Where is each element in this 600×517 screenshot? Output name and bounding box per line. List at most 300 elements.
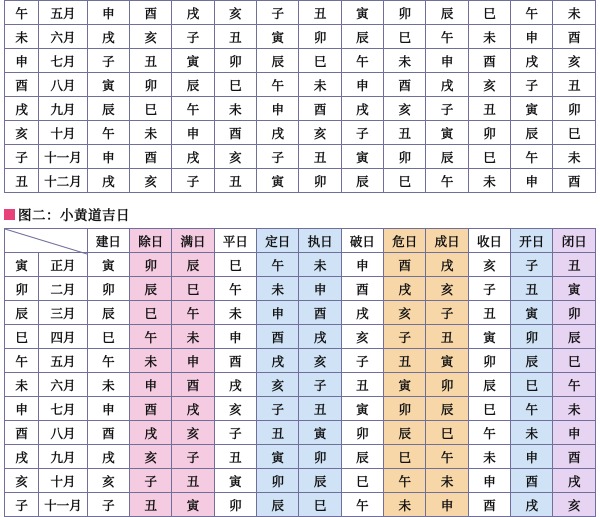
- row-branch-cell: 申: [5, 49, 39, 73]
- row-branch-cell: 午: [5, 349, 39, 373]
- table-cell: 酉: [553, 445, 596, 469]
- row-branch-cell: 亥: [5, 469, 39, 493]
- table-cell: 辰: [426, 145, 468, 169]
- table-cell: 丑: [553, 73, 596, 97]
- table-cell: 午: [511, 1, 553, 25]
- table-cell: 申: [511, 445, 553, 469]
- table-cell: 戌: [384, 277, 426, 301]
- table-cell: 丑: [468, 301, 510, 325]
- table-cell: 酉: [468, 493, 510, 517]
- table-cell: 申: [172, 121, 214, 145]
- table-cell: 寅: [172, 493, 214, 517]
- table-cell: 子: [341, 349, 383, 373]
- table-cell: 亥: [214, 145, 256, 169]
- table-cell: 寅: [384, 373, 426, 397]
- table-cell: 酉: [214, 121, 256, 145]
- row-branch-cell: 戌: [5, 445, 39, 469]
- row-branch-cell: 戌: [5, 97, 39, 121]
- table-cell: 丑: [299, 145, 341, 169]
- table-cell: 辰: [172, 73, 214, 97]
- table-cell: 未: [553, 145, 596, 169]
- table-cell: 辰: [257, 49, 299, 73]
- table-cell: 巳: [468, 145, 510, 169]
- table-row: [5, 277, 596, 301]
- table-cell: 寅: [341, 397, 383, 421]
- column-header-6[interactable]: 执日: [299, 229, 341, 253]
- table-cell: 寅: [341, 145, 383, 169]
- table-cell: 卯: [384, 397, 426, 421]
- table-cell: 午: [426, 445, 468, 469]
- table-cell: 寅: [87, 73, 129, 97]
- table-cell: 酉: [384, 253, 426, 277]
- table-cell: 亥: [130, 169, 172, 193]
- table-cell: 申: [341, 73, 383, 97]
- table-cell: 寅: [257, 169, 299, 193]
- table-cell: 申: [172, 349, 214, 373]
- table-cell: 戌: [257, 349, 299, 373]
- table-cell: 辰: [299, 469, 341, 493]
- table-cell: 巳: [384, 445, 426, 469]
- row-branch-cell: 辰: [5, 301, 39, 325]
- row-month-cell: 七月: [39, 49, 87, 73]
- row-month-cell: 十月: [39, 469, 87, 493]
- table-cell: 申: [87, 145, 129, 169]
- table-cell: 巳: [130, 301, 172, 325]
- row-branch-cell: 申: [5, 397, 39, 421]
- table-cell: 丑: [468, 97, 510, 121]
- table-cell: 卯: [299, 25, 341, 49]
- table-cell: 酉: [511, 469, 553, 493]
- row-branch-cell: 酉: [5, 73, 39, 97]
- table-cell: 未: [299, 73, 341, 97]
- table-cell: 亥: [214, 1, 256, 25]
- table-cell: 子: [426, 97, 468, 121]
- table-cell: 卯: [468, 121, 510, 145]
- table-cell: 亥: [130, 445, 172, 469]
- column-header-11[interactable]: 开日: [511, 229, 553, 253]
- table-cell: 酉: [299, 97, 341, 121]
- table-cell: 丑: [511, 277, 553, 301]
- table-cell: 未: [257, 277, 299, 301]
- table-cell: 未: [468, 445, 510, 469]
- table-cell: 寅: [87, 253, 129, 277]
- row-month-cell: 六月: [39, 373, 87, 397]
- table-cell: 亥: [426, 277, 468, 301]
- row-branch-cell: 酉: [5, 421, 39, 445]
- table-row: [5, 325, 596, 349]
- table-cell: 申: [553, 421, 596, 445]
- table-row: [5, 169, 596, 193]
- table-cell: 申: [87, 397, 129, 421]
- table-cell: 丑: [130, 49, 172, 73]
- row-month-cell: 九月: [39, 97, 87, 121]
- table-cell: 酉: [87, 421, 129, 445]
- table-cell: 丑: [299, 397, 341, 421]
- table-cell: 巳: [426, 421, 468, 445]
- table-cell: 巳: [553, 121, 596, 145]
- table-cell: 丑: [172, 469, 214, 493]
- table-cell: 午: [553, 373, 596, 397]
- table-cell: 卯: [553, 97, 596, 121]
- table-cell: 亥: [172, 421, 214, 445]
- section-two-title: [0, 199, 600, 228]
- table-cell: 戌: [299, 325, 341, 349]
- diagonal-divider-icon: [5, 229, 87, 252]
- table-cell: 巳: [130, 97, 172, 121]
- table-cell: 卯: [511, 325, 553, 349]
- table-cell: 未: [468, 169, 510, 193]
- table-cell: 子: [257, 145, 299, 169]
- table-cell: 子: [341, 121, 383, 145]
- table-cell: 丑: [257, 421, 299, 445]
- row-branch-cell: 亥: [5, 121, 39, 145]
- table-cell: 午: [257, 73, 299, 97]
- table-cell: 申: [257, 301, 299, 325]
- table-cell: 未: [426, 469, 468, 493]
- table-cell: 辰: [553, 325, 596, 349]
- row-month-cell: 五月: [39, 349, 87, 373]
- table-cell: 子: [511, 253, 553, 277]
- table-cell: 辰: [341, 445, 383, 469]
- row-branch-cell: 未: [5, 25, 39, 49]
- table-cell: 酉: [257, 325, 299, 349]
- table-cell: 巳: [172, 277, 214, 301]
- column-header-12[interactable]: 闭日: [553, 229, 596, 253]
- table-cell: 申: [511, 169, 553, 193]
- table-cell: 申: [468, 469, 510, 493]
- table-row: [5, 397, 596, 421]
- table-cell: 卯: [257, 469, 299, 493]
- column-header-2[interactable]: 除日: [130, 229, 172, 253]
- table-cell: 戌: [341, 97, 383, 121]
- table-cell: 申: [426, 49, 468, 73]
- table-cell: 亥: [384, 301, 426, 325]
- table-cell: 午: [426, 25, 468, 49]
- table-cell: 未: [214, 97, 256, 121]
- table-cell: 酉: [553, 169, 596, 193]
- table-cell: 子: [257, 397, 299, 421]
- table-cell: 午: [384, 469, 426, 493]
- column-header-8[interactable]: 危日: [384, 229, 426, 253]
- table-cell: 巳: [384, 25, 426, 49]
- table-cell: 午: [426, 169, 468, 193]
- table-cell: 辰: [511, 349, 553, 373]
- table-cell: 卯: [384, 1, 426, 25]
- table-cell: 未: [468, 25, 510, 49]
- table-row: [5, 445, 596, 469]
- table-cell: 亥: [257, 373, 299, 397]
- table-cell: 丑: [214, 25, 256, 49]
- table-cell: 卯: [214, 493, 256, 517]
- row-month-cell: 四月: [39, 325, 87, 349]
- table-cell: 巳: [299, 493, 341, 517]
- table-cell: 寅: [426, 121, 468, 145]
- table-header-row: [5, 229, 596, 253]
- table-cell: 午: [341, 49, 383, 73]
- table-cell: 卯: [87, 277, 129, 301]
- table-cell: 戌: [553, 469, 596, 493]
- table-cell: 亥: [468, 253, 510, 277]
- table-cell: 辰: [87, 97, 129, 121]
- table-cell: 寅: [511, 301, 553, 325]
- table-cell: 亥: [299, 349, 341, 373]
- table-cell: 寅: [214, 469, 256, 493]
- table-cell: 申: [341, 253, 383, 277]
- table-cell: 戌: [511, 49, 553, 73]
- table-cell: 丑: [384, 121, 426, 145]
- table-cell: 子: [299, 373, 341, 397]
- row-month-cell: 八月: [39, 421, 87, 445]
- table-cell: 午: [172, 301, 214, 325]
- table-cell: 戌: [172, 145, 214, 169]
- table-cell: 辰: [426, 397, 468, 421]
- table-cell: 申: [299, 277, 341, 301]
- row-month-cell: 五月: [39, 1, 87, 25]
- table-row: [5, 469, 596, 493]
- table-row: [5, 1, 596, 25]
- table-cell: 午: [468, 421, 510, 445]
- table-cell: 亥: [87, 469, 129, 493]
- table-cell: 子: [511, 73, 553, 97]
- table-cell: 戌: [172, 397, 214, 421]
- table-cell: 酉: [130, 145, 172, 169]
- table-cell: 酉: [468, 49, 510, 73]
- table-cell: 子: [172, 169, 214, 193]
- table-row: [5, 121, 596, 145]
- table-cell: 卯: [299, 169, 341, 193]
- table-cell: 酉: [553, 25, 596, 49]
- table-row: [5, 25, 596, 49]
- table-cell: 辰: [87, 301, 129, 325]
- table-cell: 辰: [384, 421, 426, 445]
- table-cell: 子: [87, 49, 129, 73]
- row-month-cell: 十月: [39, 121, 87, 145]
- row-month-cell: 九月: [39, 445, 87, 469]
- table-row: [5, 349, 596, 373]
- table-cell: 申: [130, 373, 172, 397]
- row-branch-cell: 寅: [5, 253, 39, 277]
- table-cell: 午: [87, 121, 129, 145]
- table-cell: 子: [468, 277, 510, 301]
- table-cell: 午: [257, 253, 299, 277]
- table-row: [5, 145, 596, 169]
- table-cell: 戌: [87, 169, 129, 193]
- table-cell: 卯: [468, 349, 510, 373]
- table-cell: 戌: [257, 121, 299, 145]
- table-cell: 子: [172, 25, 214, 49]
- table-cell: 子: [87, 493, 129, 517]
- table-cell: 辰: [257, 493, 299, 517]
- table-cell: 丑: [341, 373, 383, 397]
- table-cell: 丑: [299, 1, 341, 25]
- table-cell: 巳: [511, 373, 553, 397]
- table-cell: 戌: [426, 253, 468, 277]
- table-cell: 戌: [341, 301, 383, 325]
- table-cell: 卯: [299, 445, 341, 469]
- table-cell: 辰: [468, 373, 510, 397]
- table-row: [5, 49, 596, 73]
- table-cell: 子: [130, 469, 172, 493]
- table-cell: 酉: [130, 397, 172, 421]
- row-month-cell: 十一月: [39, 145, 87, 169]
- table-cell: 亥: [214, 397, 256, 421]
- table-cell: 未: [384, 49, 426, 73]
- row-month-cell: 八月: [39, 73, 87, 97]
- table-cell: 亥: [468, 73, 510, 97]
- table-cell: 巳: [87, 325, 129, 349]
- row-branch-cell: 午: [5, 1, 39, 25]
- table-cell: 辰: [172, 253, 214, 277]
- row-month-cell: 三月: [39, 301, 87, 325]
- table-cell: 戌: [87, 25, 129, 49]
- table-cell: 巳: [214, 253, 256, 277]
- table-cell: 未: [511, 421, 553, 445]
- table-row: [5, 73, 596, 97]
- column-header-10[interactable]: 收日: [468, 229, 510, 253]
- table-row: [5, 97, 596, 121]
- table-cell: 未: [214, 301, 256, 325]
- table-cell: 申: [87, 1, 129, 25]
- row-branch-cell: 子: [5, 145, 39, 169]
- table-cell: 寅: [257, 445, 299, 469]
- table-row: [5, 373, 596, 397]
- row-month-cell: 十一月: [39, 493, 87, 517]
- table-cell: 卯: [426, 373, 468, 397]
- column-header-3[interactable]: 满日: [172, 229, 214, 253]
- table-cell: 戌: [130, 421, 172, 445]
- table-cell: 未: [172, 325, 214, 349]
- table-cell: 亥: [299, 121, 341, 145]
- table-cell: 亥: [130, 25, 172, 49]
- table-cell: 戌: [426, 73, 468, 97]
- table-cell: 未: [553, 1, 596, 25]
- table-cell: 未: [87, 373, 129, 397]
- table-cell: 卯: [130, 253, 172, 277]
- row-branch-cell: 丑: [5, 169, 39, 193]
- table-cell: 申: [214, 325, 256, 349]
- table-cell: 辰: [426, 1, 468, 25]
- row-month-cell: 正月: [39, 253, 87, 277]
- table-cell: 午: [511, 145, 553, 169]
- table-cell: 申: [511, 25, 553, 49]
- table-cell: 未: [553, 397, 596, 421]
- table-cell: 未: [384, 493, 426, 517]
- table-cell: 巳: [553, 349, 596, 373]
- table-cell: 巳: [468, 1, 510, 25]
- table-cell: 酉: [172, 373, 214, 397]
- table-cell: 午: [341, 493, 383, 517]
- table-cell: 寅: [299, 421, 341, 445]
- table-section-one: [4, 0, 596, 193]
- table-cell: 卯: [553, 301, 596, 325]
- row-branch-cell: 未: [5, 373, 39, 397]
- table-cell: 寅: [257, 25, 299, 49]
- table-cell: 午: [172, 97, 214, 121]
- table-cell: 巳: [214, 73, 256, 97]
- column-header-7[interactable]: 破日: [341, 229, 383, 253]
- table-cell: 丑: [214, 169, 256, 193]
- table-cell: 酉: [341, 277, 383, 301]
- row-month-cell: 十二月: [39, 169, 87, 193]
- table-cell: 亥: [553, 49, 596, 73]
- row-branch-cell: 子: [5, 493, 39, 517]
- table-cell: 丑: [214, 445, 256, 469]
- table-cell: 午: [87, 349, 129, 373]
- table-row: [5, 493, 596, 517]
- table-cell: 卯: [384, 145, 426, 169]
- table-cell: 丑: [426, 325, 468, 349]
- table-cell: 酉: [299, 301, 341, 325]
- row-month-cell: 七月: [39, 397, 87, 421]
- table-row: [5, 301, 596, 325]
- table-cell: 未: [299, 253, 341, 277]
- table-cell: 辰: [341, 169, 383, 193]
- table-cell: 巳: [468, 397, 510, 421]
- table-row: [5, 421, 596, 445]
- table-cell: 巳: [299, 49, 341, 73]
- table-cell: 卯: [341, 421, 383, 445]
- table-cell: 子: [172, 445, 214, 469]
- table-cell: 午: [511, 397, 553, 421]
- table-cell: 酉: [130, 1, 172, 25]
- table-cell: 申: [426, 493, 468, 517]
- table-cell: 戌: [172, 1, 214, 25]
- table-cell: 寅: [511, 97, 553, 121]
- table-section-two: [4, 228, 596, 517]
- table-cell: 寅: [553, 277, 596, 301]
- table-cell: 寅: [468, 325, 510, 349]
- column-header-5[interactable]: 定日: [257, 229, 299, 253]
- table-cell: 寅: [341, 1, 383, 25]
- table-cell: 卯: [130, 73, 172, 97]
- table-cell: 丑: [384, 349, 426, 373]
- table-cell: 巳: [384, 169, 426, 193]
- table-cell: 子: [257, 1, 299, 25]
- column-header-4[interactable]: 平日: [214, 229, 256, 253]
- table-cell: 戌: [87, 445, 129, 469]
- table-cell: 子: [384, 325, 426, 349]
- table-row: [5, 253, 596, 277]
- title-marker-icon: [4, 209, 15, 220]
- table-cell: 卯: [214, 49, 256, 73]
- table-cell: 酉: [214, 349, 256, 373]
- table-cell: 子: [214, 421, 256, 445]
- table-cell: 午: [214, 277, 256, 301]
- section-two-title-text: 图二：小黄道吉日: [18, 208, 130, 224]
- column-header-9[interactable]: 成日: [426, 229, 468, 253]
- table-cell: 辰: [511, 121, 553, 145]
- header-corner-cell: [5, 229, 88, 253]
- row-branch-cell: 巳: [5, 325, 39, 349]
- table-cell: 申: [257, 97, 299, 121]
- row-month-cell: 六月: [39, 25, 87, 49]
- table-cell: 子: [426, 301, 468, 325]
- table-cell: 丑: [130, 493, 172, 517]
- table-cell: 寅: [426, 349, 468, 373]
- table-cell: 戌: [214, 373, 256, 397]
- table-cell: 亥: [553, 493, 596, 517]
- table-cell: 辰: [130, 277, 172, 301]
- table-cell: 亥: [341, 325, 383, 349]
- table-cell: 寅: [172, 49, 214, 73]
- column-header-1[interactable]: 建日: [87, 229, 129, 253]
- table-cell: 巳: [341, 469, 383, 493]
- table-cell: 酉: [384, 73, 426, 97]
- table-cell: 亥: [384, 97, 426, 121]
- table-cell: 未: [130, 121, 172, 145]
- table-cell: 午: [130, 325, 172, 349]
- row-month-cell: 二月: [39, 277, 87, 301]
